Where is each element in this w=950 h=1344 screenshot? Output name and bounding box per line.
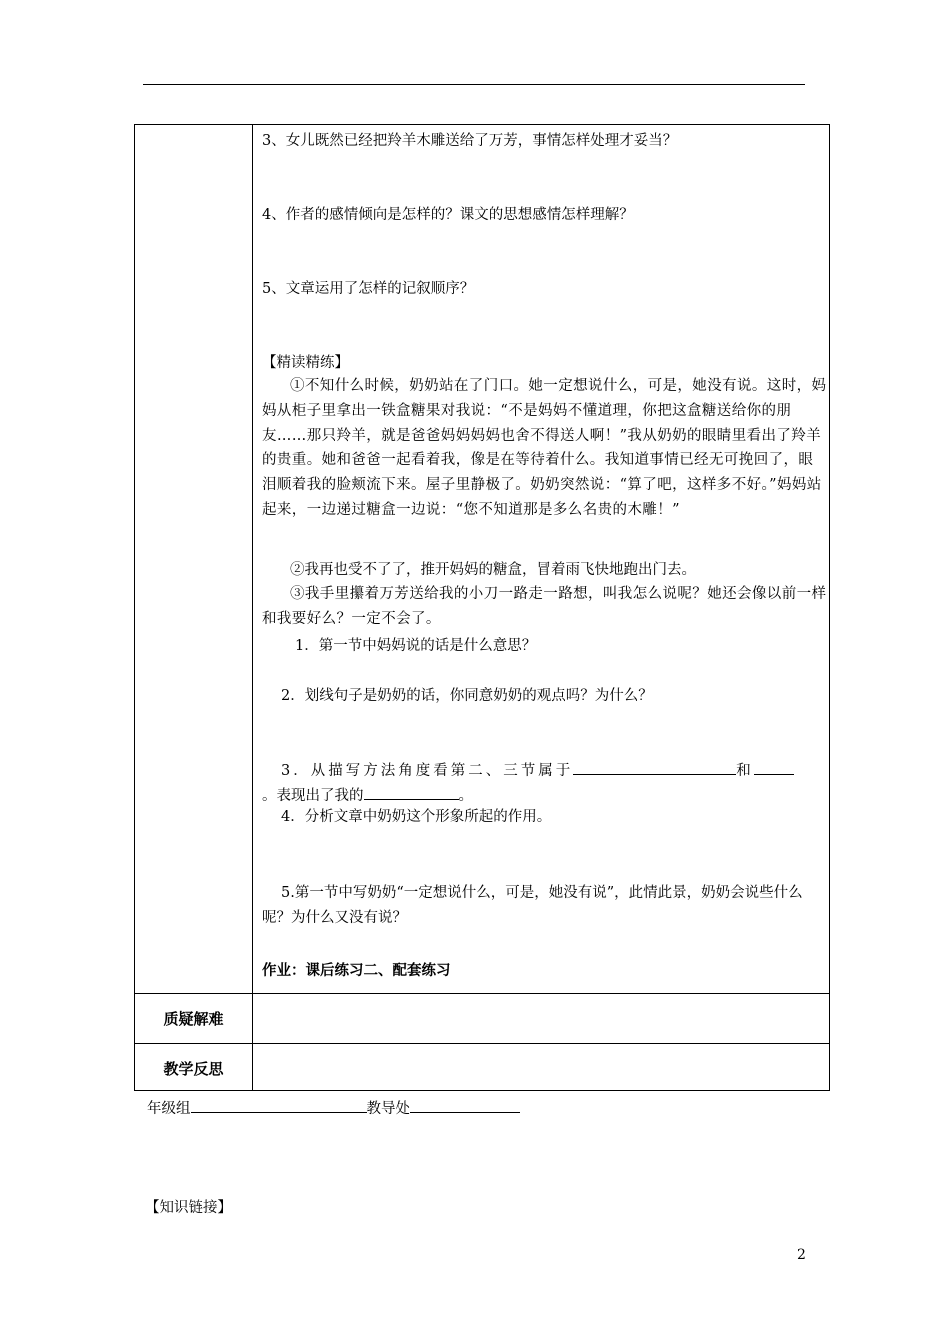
reading-heading: 【精读精练】 xyxy=(262,355,349,371)
row-label-doubts: 质疑解难 xyxy=(163,1010,224,1028)
question-4: 4、作者的感情倾向是怎样的？课文的思想感情怎样理解？ xyxy=(262,207,634,223)
table-column-divider xyxy=(252,125,253,1090)
exercise-3-text-2: 。表现出了我的 xyxy=(262,788,364,804)
exercise-3-end: 。 xyxy=(458,788,473,804)
answer-blank[interactable] xyxy=(573,760,736,775)
table-row-divider xyxy=(135,993,829,994)
lesson-table xyxy=(134,124,830,1091)
office-label: 教导处 xyxy=(366,1101,410,1117)
exercise-3-line1 xyxy=(281,759,794,780)
header-rule xyxy=(143,84,805,85)
office-blank[interactable] xyxy=(410,1098,520,1113)
question-3: 3、女儿既然已经把羚羊木雕送给了万芳，事情怎样处理才妥当？ xyxy=(262,133,678,149)
row-label-reflection: 教学反思 xyxy=(163,1060,224,1078)
reading-paragraph-1: ①不知什么时候，奶奶站在了门口。她一定想说什么，可是，她没有说。这时，妈妈从柜子里拿出一铁盒糖果对我说：“不是妈妈不懂道理，你把这盒糖送给你的朋友……那只羚羊，就是爸爸妈妈妈妈也舍不得送人啊！”我从奶奶的眼睛里看出了羚羊的贵重。她和爸爸一起看着我，像是在等待着什么。我知道事情已经无可挽回了，眼泪顺着我的脸颊流下来。屋子里静极了。奶奶突然说：“算了吧，这样多不好。”妈妈站起来，一边递过糖盒一边说：“您不知道那是多么名贵的木雕！” xyxy=(262,378,827,518)
exercise-5: 5.第一节中写奶奶“一定想说什么，可是，她没有说”，此情此景，奶奶会说些什么呢？为什么又没有说？ xyxy=(262,885,803,926)
reading-paragraph-2: ②我再也受不了了，推开妈妈的糖盒，冒着雨飞快地跑出门去。 xyxy=(290,562,696,578)
exercise-3-and: 和 xyxy=(736,763,754,779)
answer-blank[interactable] xyxy=(754,760,794,775)
exercise-4: 4．分析文章中奶奶这个形象所起的作用。 xyxy=(281,809,552,825)
exercise-3-line2 xyxy=(262,784,473,805)
page-number: 2 xyxy=(797,1247,806,1263)
grade-group-blank[interactable] xyxy=(191,1098,367,1113)
knowledge-link-heading: 【知识链接】 xyxy=(145,1200,232,1216)
exercise-2: 2．划线句子是奶奶的话，你同意奶奶的观点吗？为什么？ xyxy=(281,688,653,704)
reading-paragraph-3: ③我手里攥着万芳送给我的小刀一路走一路想，叫我怎么说呢？她还会像以前一样和我要好么？一定不会了。 xyxy=(262,586,827,627)
question-5: 5、文章运用了怎样的记叙顺序？ xyxy=(262,281,475,297)
grade-group-label: 年级组 xyxy=(147,1101,191,1117)
exercise-3-text: 3．从描写方法角度看第二、三节属于 xyxy=(281,763,574,779)
homework: 作业：课后练习二、配套练习 xyxy=(262,963,451,979)
table-row-divider xyxy=(135,1043,829,1044)
footer-signoff xyxy=(147,1097,520,1118)
answer-blank[interactable] xyxy=(364,785,459,800)
exercise-1: 1．第一节中妈妈说的话是什么意思？ xyxy=(295,638,537,654)
